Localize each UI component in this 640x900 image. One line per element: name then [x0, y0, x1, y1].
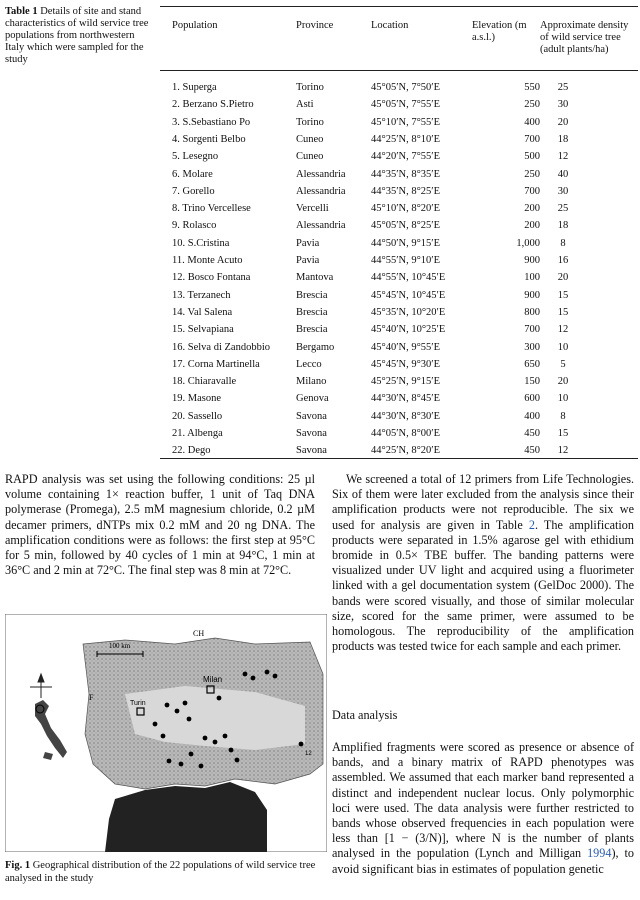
cell-population: 13. Terzanech [172, 289, 231, 301]
table-row [160, 166, 638, 183]
cell-elevation: 250 [524, 99, 540, 111]
cell-location: 44°25′N, 8°20′E [371, 445, 440, 457]
table-row [160, 148, 638, 165]
table-caption-text: Details of site and stand characteristics of wild service tree populations from northwestern Italy which were sampled for the study [5, 6, 149, 65]
table-row [160, 217, 638, 234]
cell-location: 45°40′N, 10°25′E [371, 324, 446, 336]
cell-province: Brescia [296, 324, 328, 336]
cell-population: 22. Dego [172, 445, 211, 457]
cell-province: Pavia [296, 255, 320, 266]
cell-density: 30 [557, 99, 569, 111]
cell-location: 45°45′N, 9°30′E [371, 358, 440, 370]
cell-location: 44°20′N, 7°55′E [371, 151, 440, 163]
cell-province: Milano [296, 376, 327, 388]
cell-province: Asti [296, 99, 314, 111]
cell-density: 18 [557, 220, 569, 232]
cell-province: Alessandria [296, 185, 346, 197]
cell-population: 7. Gorello [172, 185, 215, 197]
figure-caption [5, 859, 321, 885]
cell-density: 12 [557, 324, 569, 336]
cell-population: 1. Superga [172, 82, 217, 93]
cell-province: Cuneo [296, 151, 324, 163]
table-row [160, 200, 638, 217]
table-row [160, 373, 638, 390]
figure-caption-label: Fig. 1 [5, 860, 31, 871]
cell-elevation: 200 [524, 220, 540, 232]
cell-province: Savona [296, 428, 327, 439]
cell-density: 8 [560, 410, 566, 422]
cell-elevation: 700 [524, 324, 540, 336]
cell-province: Savona [296, 445, 327, 457]
cell-location: 44°50′N, 9°15′E [371, 237, 440, 249]
table-row [160, 425, 638, 442]
cell-density: 20 [557, 376, 569, 388]
table-row [160, 321, 638, 338]
table-row [160, 235, 638, 252]
cell-location: 45°05′N, 7°55′E [371, 99, 440, 111]
table-header-rule [160, 70, 638, 71]
data-analysis-text-a: Amplified fragments were scored as presence or absence of bands, and a binary matrix of RAPD phenotypes was assembled. We assumed that each marker band represented a distinct and independent nuclear locus. Only polymorphic loci were used. The data analysis were further restricted to bands whose observed frequencies in each population were less than [1 − (3/N)], where N is the number of plants analysed in the population (Lynch and Milligan [332, 740, 634, 861]
cell-elevation: 1,000 [516, 237, 540, 249]
cell-elevation: 600 [524, 393, 540, 405]
cell-density: 15 [557, 306, 569, 318]
cell-population: 11. Monte Acuto [172, 255, 243, 266]
cell-province: Alessandria [296, 168, 346, 180]
label-12: 12 [305, 751, 312, 757]
cell-location: 45°35′N, 10°20′E [371, 306, 446, 318]
cell-province: Savona [296, 410, 327, 422]
table-2-link[interactable]: 2 [528, 517, 535, 532]
cell-population: 4. Sorgenti Belbo [172, 133, 246, 145]
scale-label: 100 km [109, 642, 131, 650]
cell-population: 3. S.Sebastiano Po [172, 116, 251, 128]
cell-density: 25 [557, 203, 569, 215]
cell-population: 12. Bosco Fontana [172, 272, 251, 284]
cell-density: 12 [557, 445, 569, 457]
primers-text-a: We screened a total of 12 primers from Life Technologies. Six of them were later excluded from the analysis since their amplification products were not reproducible. The six we used for analysis are given in Table [332, 472, 634, 532]
table-caption [5, 6, 155, 66]
cell-location: 45°10′N, 7°55′E [371, 116, 440, 128]
cell-elevation: 550 [524, 82, 540, 93]
cell-province: Torino [296, 116, 324, 128]
cell-location: 44°05′N, 8°00′E [371, 428, 440, 439]
cell-population: 6. Molare [172, 168, 213, 180]
table-row [160, 114, 638, 131]
cell-province: Alessandria [296, 220, 346, 232]
cell-location: 44°25′N, 8°10′E [371, 133, 440, 145]
cell-location: 44°35′N, 8°35′E [371, 168, 440, 180]
data-analysis-paragraph [332, 740, 634, 877]
cell-elevation: 200 [524, 203, 540, 215]
cell-location: 45°05′N, 7°50′E [371, 82, 440, 93]
lynch-milligan-link[interactable]: 1994 [587, 846, 612, 861]
cell-province: Pavia [296, 237, 320, 249]
table-row [160, 252, 638, 269]
table-row [160, 183, 638, 200]
table-top-rule [160, 6, 638, 7]
cell-density: 15 [557, 289, 569, 301]
cell-location: 45°45′N, 10°45′E [371, 289, 446, 301]
cell-elevation: 500 [524, 151, 540, 163]
cell-density: 30 [557, 185, 569, 197]
primers-text-b: . The amplification products were separated in 1.5% agarose gel with ethidium bromide in 0.5× TBE buffer. The banding patterns were visualized under UV light and acquired using a fluorimeter linked with a gel documentation system (GelDoc 2000). The bands were scored visually, and those of similar molecular size, scored for the same primer, were assumed to be homologous. The reproducibility of the amplification products was tested twice for each sample and each primer. [332, 517, 634, 654]
cell-population: 8. Trino Vercellese [172, 203, 251, 215]
cell-density: 20 [557, 272, 569, 284]
table-row [160, 96, 638, 113]
cell-elevation: 700 [524, 133, 540, 145]
table-caption-label: Table 1 [5, 6, 38, 17]
figure-caption-text: Geographical distribution of the 22 populations of wild service tree analysed in the study [5, 860, 316, 884]
cell-population: 9. Rolasco [172, 220, 217, 232]
cell-elevation: 800 [524, 306, 540, 318]
cell-elevation: 250 [524, 168, 540, 180]
cell-density: 15 [557, 428, 569, 439]
cell-population: 14. Val Salena [172, 306, 233, 318]
cell-location: 44°35′N, 8°25′E [371, 185, 440, 197]
cell-elevation: 650 [524, 358, 540, 370]
cell-elevation: 450 [524, 445, 540, 457]
cell-location: 44°55′N, 10°45′E [371, 272, 446, 284]
cell-density: 8 [560, 237, 566, 249]
cell-population: 17. Corna Martinella [172, 358, 260, 370]
header-province: Province [296, 20, 334, 31]
figure-1-map [5, 614, 327, 852]
section-heading-data-analysis: Data analysis [332, 708, 398, 722]
cell-population: 15. Selvapiana [172, 324, 234, 336]
cell-density: 5 [560, 358, 566, 370]
cell-density: 40 [557, 168, 569, 180]
cell-location: 45°05′N, 8°25′E [371, 220, 440, 232]
cell-density: 18 [557, 133, 569, 145]
cell-province: Torino [296, 82, 324, 93]
cell-population: 20. Sassello [172, 410, 223, 422]
cell-province: Cuneo [296, 133, 324, 145]
header-location: Location [371, 20, 409, 31]
primers-paragraph [332, 472, 634, 654]
cell-province: Mantova [296, 272, 334, 284]
methods-paragraph: RAPD analysis was set using the following conditions: 25 µl volume containing 1× reaction buffer, 1 unit of Taq DNA polymerase (Promega), 2.5 mM magnesium chloride, 0.2 µM decamer primers, dNTPs mix 0.2 mM and 20 ng DNA. The amplification conditions were as follows: the first step at 95°C for 5 min, followed by 40 cycles of 1 min at 94°C, 1 min at 36°C and 2 min at 72°C. The final step was 8 min at 72°C. [5, 472, 315, 578]
header-elevation: Elevation (m a.s.l.) [472, 20, 527, 43]
cell-density: 10 [557, 341, 569, 353]
cell-province: Brescia [296, 289, 328, 301]
table-row [160, 339, 638, 356]
header-density: Approximate density of wild service tree (adult plants/ha) [540, 20, 629, 55]
cell-density: 16 [557, 255, 569, 266]
cell-province: Vercelli [296, 203, 329, 215]
label-f: F [89, 693, 94, 702]
cell-density: 10 [557, 393, 569, 405]
cell-location: 45°10′N, 8°20′E [371, 203, 440, 215]
cell-province: Bergamo [296, 341, 335, 353]
table-row [160, 442, 638, 459]
table-row [160, 269, 638, 286]
label-turin: Turin [130, 700, 146, 707]
cell-province: Genova [296, 393, 329, 405]
cell-location: 44°30′N, 8°30′E [371, 410, 440, 422]
table-row [160, 287, 638, 304]
cell-elevation: 150 [524, 376, 540, 388]
cell-population: 16. Selva di Zandobbio [172, 341, 270, 353]
cell-location: 45°25′N, 9°15′E [371, 376, 440, 388]
cell-elevation: 400 [524, 410, 540, 422]
table-row [160, 408, 638, 425]
cell-elevation: 900 [524, 289, 540, 301]
cell-elevation: 900 [524, 255, 540, 266]
cell-elevation: 400 [524, 116, 540, 128]
table-row [160, 131, 638, 148]
label-ch: CH [193, 629, 205, 638]
label-milan: Milan [203, 675, 223, 684]
cell-location: 44°55′N, 9°10′E [371, 255, 440, 266]
data-analysis-text-b: ), to avoid significant bias in estimates of population genetic [332, 846, 634, 876]
cell-elevation: 100 [524, 272, 540, 284]
cell-population: 21. Albenga [172, 428, 223, 439]
cell-population: 10. S.Cristina [172, 237, 230, 249]
cell-population: 2. Berzano S.Pietro [172, 99, 254, 111]
cell-elevation: 450 [524, 428, 540, 439]
cell-population: 5. Lesegno [172, 151, 219, 163]
cell-location: 44°30′N, 8°45′E [371, 393, 440, 405]
table-row [160, 79, 638, 96]
cell-density: 12 [557, 151, 569, 163]
cell-location: 45°40′N, 9°55′E [371, 341, 440, 353]
cell-density: 20 [557, 116, 569, 128]
table-row [160, 304, 638, 321]
table-row [160, 390, 638, 407]
cell-elevation: 700 [524, 185, 540, 197]
cell-density: 25 [557, 82, 569, 93]
cell-elevation: 300 [524, 341, 540, 353]
cell-population: 19. Masone [172, 393, 221, 405]
table-row [160, 356, 638, 373]
cell-province: Brescia [296, 306, 328, 318]
cell-province: Lecco [296, 358, 322, 370]
cell-population: 18. Chiaravalle [172, 376, 237, 388]
header-population: Population [172, 20, 218, 31]
